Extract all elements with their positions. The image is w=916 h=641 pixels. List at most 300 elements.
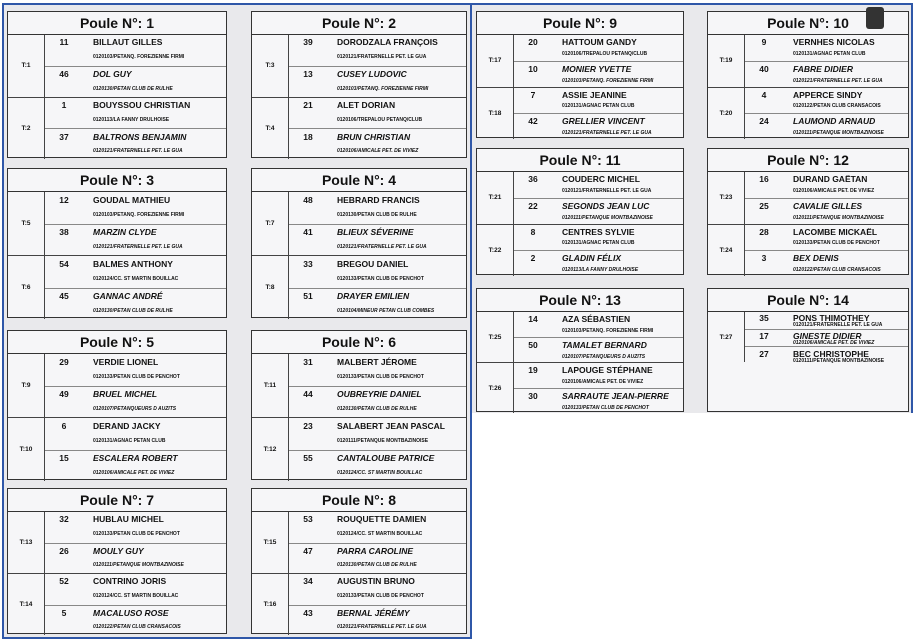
player-number: 27 <box>759 348 769 359</box>
player-row <box>45 35 226 67</box>
player-club: 0120107/PETANQUEURS D AUZITS <box>562 353 646 360</box>
player-name: MACALUSO ROSE <box>93 607 169 618</box>
player-name: DORODZALA FRANÇOIS <box>337 37 438 48</box>
player-club: 0120122/PETAN CLUB CRANSACOIS <box>793 103 881 110</box>
terrain-label: T:20 <box>708 88 745 140</box>
player-club: 0120111/PETANQUE MONTBAZINOISE <box>793 214 884 221</box>
player-name: BREGOU DANIEL <box>337 258 409 269</box>
player-number: 45 <box>59 291 69 302</box>
player-name: BEX DENIS <box>793 253 839 264</box>
terrain-label: T:5 <box>8 192 45 255</box>
player-name: DERAND JACKY <box>93 420 161 431</box>
player-number: 47 <box>303 545 313 556</box>
poule-7 <box>7 488 227 634</box>
terrain-group <box>252 192 466 256</box>
player-name: MOULY GUY <box>93 545 144 556</box>
player-row <box>45 354 226 387</box>
player-club: 0120131/AGNAC PETAN CLUB <box>93 437 166 444</box>
player-row <box>289 574 466 606</box>
player-club: 0120106/AMICALE PET. DE VIVIEZ <box>337 148 419 155</box>
player-name: APPERCE SINDY <box>793 89 863 100</box>
player-number: 38 <box>59 227 69 238</box>
player-row <box>514 389 683 414</box>
player-row <box>45 67 226 98</box>
player-club: 0120111/PETANQUE MONTBAZINOISE <box>93 562 184 569</box>
player-number: 36 <box>528 174 538 185</box>
player-number: 9 <box>761 37 767 48</box>
terrain-label: T:23 <box>708 172 745 224</box>
player-number: 44 <box>303 389 313 400</box>
player-club: 0120106/TREPALOU PETANQ/CLUB <box>562 50 648 57</box>
player-number: 18 <box>303 131 313 142</box>
player-number: 50 <box>528 340 538 350</box>
terrain-group <box>8 354 226 418</box>
player-club: 0120133/PETAN CLUB DE PENCHOT <box>793 240 880 247</box>
terrain-label: T:18 <box>477 88 514 140</box>
player-club: 0120130/PETAN CLUB DE RULHE <box>337 211 417 218</box>
player-row <box>514 363 683 389</box>
player-row <box>45 289 226 321</box>
player-club: 0120113/LA FANNY DRULHOISE <box>562 267 639 274</box>
player-number: 25 <box>759 200 769 211</box>
player-name: LAPOUGE STÉPHANE <box>562 365 653 375</box>
player-name: MONIER YVETTE <box>562 63 632 74</box>
player-number: 26 <box>59 545 69 556</box>
player-row <box>514 199 683 225</box>
player-number: 43 <box>303 607 313 618</box>
player-club: 0120124/CC. ST MARTIN BOUILLAC <box>93 592 179 599</box>
player-row <box>45 98 226 130</box>
player-number: 42 <box>528 116 538 127</box>
player-club: 0120130/PETAN CLUB DE RULHE <box>93 308 173 315</box>
player-number: 22 <box>528 200 538 211</box>
player-row <box>745 347 908 364</box>
poule-13 <box>476 288 684 412</box>
player-club: 0120121/FRATERNELLE PET. LE GUA <box>337 624 427 631</box>
player-name: FABRE DIDIER <box>793 63 853 74</box>
player-club: 0120130/PETAN CLUB DE RULHE <box>93 85 173 92</box>
player-number: 23 <box>303 420 313 431</box>
terrain-label: T:3 <box>252 35 289 97</box>
terrain-group <box>8 256 226 319</box>
player-name: BILLAUT GILLES <box>93 37 163 48</box>
player-name: GANNAC ANDRÉ <box>93 291 163 302</box>
terrain-label: T:9 <box>8 354 45 417</box>
poule-title: Poule N°: 11 <box>477 149 683 172</box>
terrain-group <box>252 574 466 635</box>
player-number: 2 <box>530 253 536 264</box>
player-name: CAVALIE GILLES <box>793 200 863 211</box>
player-name: DRAYER EMILIEN <box>337 291 410 302</box>
player-club: 0120133/PETAN CLUB DE PENCHOT <box>562 404 649 411</box>
player-club: 0120104/MINEUR PETAN CLUB COMBES <box>337 308 435 315</box>
player-row <box>45 387 226 419</box>
player-name: HATTOUM GANDY <box>562 37 637 48</box>
poule-2 <box>251 11 467 158</box>
player-club: 0120131/AGNAC PETAN CLUB <box>793 50 866 57</box>
poule-12 <box>707 148 909 275</box>
poule-8 <box>251 488 467 634</box>
player-row <box>45 129 226 160</box>
logo-icon <box>866 7 884 29</box>
player-row <box>289 98 466 130</box>
player-name: GINESTE DIDIER <box>793 330 862 341</box>
player-name: OUBREYRIE DANIEL <box>337 389 422 400</box>
player-number: 32 <box>59 514 69 525</box>
terrain-label: T:21 <box>477 172 514 224</box>
terrain-group <box>477 172 683 225</box>
terrain-label: T:16 <box>252 574 289 635</box>
player-club: 0120133/PETAN CLUB DE PENCHOT <box>337 373 424 380</box>
terrain-group <box>252 354 466 418</box>
player-name: PONS THIMOTHEY <box>793 313 870 324</box>
poule-title: Poule N°: 13 <box>477 289 683 312</box>
player-name: SARRAUTE JEAN-PIERRE <box>562 391 669 401</box>
player-row <box>745 225 908 252</box>
player-row <box>745 312 908 330</box>
player-name: TAMALET BERNARD <box>562 340 647 350</box>
player-number: 12 <box>59 194 69 205</box>
terrain-group <box>708 35 908 88</box>
player-row <box>745 199 908 225</box>
player-club: 0120121/FRATERNELLE PET. LE GUA <box>93 148 183 155</box>
player-row <box>289 354 466 387</box>
player-club: 0120111/PETANQUE MONTBAZINOISE <box>337 437 429 444</box>
terrain-group <box>477 312 683 363</box>
player-club: 0120113/LA FANNY DRULHOISE <box>93 116 170 123</box>
poule-3 <box>7 168 227 318</box>
player-club: 0120131/AGNAC PETAN CLUB <box>562 240 635 247</box>
player-number: 19 <box>528 365 538 375</box>
player-row <box>745 251 908 277</box>
player-name: VERNHES NICOLAS <box>793 37 875 48</box>
terrain-group <box>8 512 226 574</box>
player-number: 20 <box>528 37 538 48</box>
player-club: 0120122/PETAN CLUB CRANSACOIS <box>93 624 181 631</box>
player-number: 7 <box>530 89 536 100</box>
terrain-group <box>477 35 683 88</box>
player-number: 6 <box>61 420 67 431</box>
terrain-group <box>8 192 226 256</box>
poule-title: Poule N°: 8 <box>252 489 466 512</box>
terrain-label: T:26 <box>477 363 514 413</box>
terrain-label: T:7 <box>252 192 289 255</box>
poule-10 <box>707 11 909 138</box>
player-club: 0120111/PETANQUE MONTBAZINOISE <box>793 130 884 137</box>
poule-title: Poule N°: 6 <box>252 331 466 354</box>
player-number: 41 <box>303 227 313 238</box>
terrain-group <box>252 98 466 160</box>
player-row <box>514 225 683 252</box>
player-name: GLADIN FÉLIX <box>562 253 622 264</box>
terrain-group <box>477 363 683 413</box>
player-number: 40 <box>759 63 769 74</box>
poule-title: Poule N°: 4 <box>252 169 466 192</box>
player-club: 0120130/PETAN CLUB DE RULHE <box>337 562 417 569</box>
player-row <box>745 172 908 199</box>
poule-title: Poule N°: 1 <box>8 12 226 35</box>
terrain-group <box>708 88 908 140</box>
terrain-label: T:19 <box>708 35 745 87</box>
player-club: 0120106/TREPALOU PETANQ/CLUB <box>337 116 423 123</box>
terrain-label: T:27 <box>708 312 745 362</box>
terrain-label: T:2 <box>8 98 45 160</box>
player-row <box>289 544 466 575</box>
player-row <box>45 256 226 289</box>
poule-title: Poule N°: 7 <box>8 489 226 512</box>
player-row <box>745 35 908 62</box>
player-name: LACOMBE MICKAËL <box>793 226 878 237</box>
terrain-group <box>708 172 908 225</box>
terrain-label: T:22 <box>477 225 514 277</box>
poule-5 <box>7 330 227 480</box>
player-number: 28 <box>759 226 769 237</box>
player-number: 33 <box>303 258 313 269</box>
player-name: VERDIE LIONEL <box>93 356 159 367</box>
player-number: 3 <box>761 253 767 264</box>
player-name: AZA SÉBASTIEN <box>562 314 631 324</box>
player-club: 0120106/AMICALE PET. DE VIVIEZ <box>93 470 175 477</box>
player-row <box>514 172 683 199</box>
player-club: 0120103/PETANQ. FOREZIENNE FIRMI <box>562 327 654 334</box>
player-name: DURAND GAËTAN <box>793 174 868 185</box>
poule-1 <box>7 11 227 158</box>
player-name: PARRA CAROLINE <box>337 545 414 556</box>
terrain-label: T:13 <box>8 512 45 573</box>
terrain-label: T:8 <box>252 256 289 319</box>
player-name: BALTRONS BENJAMIN <box>93 131 187 142</box>
terrain-label: T:4 <box>252 98 289 160</box>
player-number: 16 <box>759 174 769 185</box>
player-row <box>289 418 466 451</box>
player-club: 0120111/PETANQUE MONTBAZINOISE <box>562 214 653 221</box>
player-club: 0120133/PETAN CLUB DE PENCHOT <box>337 275 424 282</box>
player-name: CENTRES SYLVIE <box>562 226 635 237</box>
player-number: 51 <box>303 291 313 302</box>
player-row <box>745 88 908 115</box>
player-row <box>745 62 908 88</box>
terrain-label: T:10 <box>8 418 45 481</box>
player-number: 46 <box>59 69 69 80</box>
player-row <box>289 225 466 257</box>
player-name: AUGUSTIN BRUNO <box>337 576 415 587</box>
player-row <box>289 606 466 637</box>
poule-title: Poule N°: 10 <box>708 12 908 35</box>
player-number: 35 <box>759 313 769 324</box>
player-row <box>514 338 683 363</box>
terrain-group <box>252 512 466 574</box>
terrain-group <box>708 225 908 277</box>
player-name: BRUN CHRISTIAN <box>337 131 411 142</box>
player-club: 0120103/PETANQ. FOREZIENNE FIRMI <box>93 54 185 61</box>
player-name: ALET DORIAN <box>337 99 396 110</box>
player-row <box>514 114 683 140</box>
player-number: 55 <box>303 453 313 464</box>
terrain-group <box>477 88 683 140</box>
player-name: COUDERC MICHEL <box>562 174 640 185</box>
terrain-label: T:12 <box>252 418 289 481</box>
player-name: SEGONDS JEAN LUC <box>562 200 650 211</box>
player-number: 5 <box>61 607 67 618</box>
terrain-group <box>8 98 226 160</box>
player-row <box>745 114 908 140</box>
player-number: 15 <box>59 453 69 464</box>
player-name: ASSIE JEANINE <box>562 89 627 100</box>
player-row <box>289 289 466 321</box>
player-number: 37 <box>59 131 69 142</box>
player-number: 30 <box>528 391 538 401</box>
poule-4 <box>251 168 467 318</box>
player-club: 0120121/FRATERNELLE PET. LE GUA <box>562 187 652 194</box>
player-number: 49 <box>59 389 69 400</box>
terrain-group <box>8 574 226 635</box>
terrain-group <box>252 256 466 319</box>
terrain-label: T:17 <box>477 35 514 87</box>
terrain-label: T:25 <box>477 312 514 362</box>
player-club: 0120121/FRATERNELLE PET. LE GUA <box>337 244 427 251</box>
player-name: BOUYSSOU CHRISTIAN <box>93 99 191 110</box>
player-club: 0120121/FRATERNELLE PET. LE GUA <box>562 130 652 137</box>
player-club: 0120121/FRATERNELLE PET. LE GUA <box>93 244 183 251</box>
player-name: BERNAL JÉRÉMY <box>337 607 410 618</box>
player-row <box>45 225 226 257</box>
player-number: 11 <box>59 37 69 48</box>
poule-6 <box>251 330 467 480</box>
terrain-group <box>252 418 466 481</box>
player-number: 54 <box>59 258 69 269</box>
terrain-group <box>477 225 683 277</box>
terrain-label: T:15 <box>252 512 289 573</box>
player-row <box>45 418 226 451</box>
player-row <box>45 606 226 637</box>
terrain-group <box>8 35 226 98</box>
player-name: CUSEY LUDOVIC <box>337 69 407 80</box>
player-row <box>289 451 466 483</box>
player-club: 0120103/PETANQ. FOREZIENNE FIRMI <box>562 77 654 84</box>
player-name: GOUDAL MATHIEU <box>93 194 171 205</box>
player-row <box>514 62 683 88</box>
poule-title: Poule N°: 5 <box>8 331 226 354</box>
terrain-label: T:11 <box>252 354 289 417</box>
player-club: 0120107/PETANQUEURS D AUZITS <box>93 406 177 413</box>
player-name: ESCALERA ROBERT <box>93 453 178 464</box>
player-number: 13 <box>303 69 313 80</box>
player-row <box>514 312 683 338</box>
player-club: 0120124/CC. ST MARTIN BOUILLAC <box>337 470 423 477</box>
player-row <box>289 35 466 67</box>
player-number: 14 <box>528 314 538 324</box>
player-club: 0120106/AMICALE PET. DE VIVIEZ <box>793 339 875 346</box>
player-row <box>45 574 226 606</box>
player-club: 0120103/PETANQ. FOREZIENNE FIRMI <box>93 211 185 218</box>
poule-title: Poule N°: 2 <box>252 12 466 35</box>
player-row <box>289 129 466 160</box>
player-row <box>45 544 226 575</box>
player-number: 48 <box>303 194 313 205</box>
player-club: 0120124/CC. ST MARTIN BOUILLAC <box>337 530 423 537</box>
player-number: 53 <box>303 514 313 525</box>
player-club: 0120133/PETAN CLUB DE PENCHOT <box>337 592 424 599</box>
poule-title: Poule N°: 3 <box>8 169 226 192</box>
player-number: 10 <box>528 63 538 74</box>
player-club: 0120121/FRATERNELLE PET. LE GUA <box>793 77 883 84</box>
player-club: 0120133/PETAN CLUB DE PENCHOT <box>93 373 180 380</box>
player-row <box>45 451 226 483</box>
player-number: 8 <box>530 226 536 237</box>
player-club: 0120103/PETANQ. FOREZIENNE FIRMI <box>337 85 429 92</box>
player-row <box>289 256 466 289</box>
player-club: 0120131/AGNAC PETAN CLUB <box>562 103 635 110</box>
player-number: 52 <box>59 576 69 587</box>
player-name: GRELLIER VINCENT <box>562 116 645 127</box>
terrain-group <box>708 312 908 362</box>
player-row <box>45 512 226 544</box>
player-name: MALBERT JÉROME <box>337 356 417 367</box>
player-row <box>514 88 683 115</box>
terrain-label: T:1 <box>8 35 45 97</box>
player-club: 0120121/FRATERNELLE PET. LE GUA <box>337 54 427 61</box>
player-row <box>289 512 466 544</box>
player-name: CONTRINO JORIS <box>93 576 167 587</box>
player-name: CANTALOUBE PATRICE <box>337 453 435 464</box>
player-name: LAUMOND ARNAUD <box>793 116 876 127</box>
poule-11 <box>476 148 684 275</box>
terrain-label: T:6 <box>8 256 45 319</box>
player-name: HUBLAU MICHEL <box>93 514 164 525</box>
poule-title: Poule N°: 12 <box>708 149 908 172</box>
player-club: 0120106/AMICALE PET. DE VIVIEZ <box>562 378 644 385</box>
player-row <box>514 35 683 62</box>
player-number: 21 <box>303 99 313 110</box>
player-row <box>289 192 466 225</box>
player-number: 31 <box>303 356 313 367</box>
terrain-group <box>252 35 466 98</box>
player-club: 0120130/PETAN CLUB DE RULHE <box>337 406 417 413</box>
player-club: 0120133/PETAN CLUB DE PENCHOT <box>93 530 180 537</box>
player-name: ROUQUETTE DAMIEN <box>337 514 427 525</box>
player-club: 0120122/PETAN CLUB CRANSACOIS <box>793 267 881 274</box>
player-club: 0120124/CC. ST MARTIN BOUILLAC <box>93 275 179 282</box>
player-name: BLIEUX SÉVERINE <box>337 227 414 238</box>
player-number: 34 <box>303 576 313 587</box>
player-row <box>745 330 908 348</box>
player-number: 39 <box>303 37 313 48</box>
player-row <box>514 251 683 277</box>
terrain-label: T:24 <box>708 225 745 277</box>
player-club: 0120111/PETANQUE MONTBAZINOISE <box>793 357 885 364</box>
player-row <box>289 67 466 98</box>
player-name: HEBRARD FRANCIS <box>337 194 420 205</box>
poule-14 <box>707 288 909 412</box>
player-row <box>289 387 466 419</box>
player-number: 17 <box>759 330 769 341</box>
poule-9 <box>476 11 684 138</box>
player-number: 29 <box>59 356 69 367</box>
player-club: 0120106/AMICALE PET. DE VIVIEZ <box>793 187 875 194</box>
player-name: DOL GUY <box>93 69 132 80</box>
player-number: 4 <box>761 89 767 100</box>
player-name: MARZIN CLYDE <box>93 227 157 238</box>
player-number: 24 <box>759 116 769 127</box>
player-name: SALABERT JEAN PASCAL <box>337 420 445 431</box>
poule-title: Poule N°: 14 <box>708 289 908 312</box>
player-name: BALMES ANTHONY <box>93 258 173 269</box>
poule-title: Poule N°: 9 <box>477 12 683 35</box>
player-name: BEC CHRISTOPHE <box>793 348 869 359</box>
terrain-group <box>8 418 226 481</box>
player-club: 0120121/FRATERNELLE PET. LE GUA <box>793 322 883 329</box>
player-number: 1 <box>61 99 67 110</box>
